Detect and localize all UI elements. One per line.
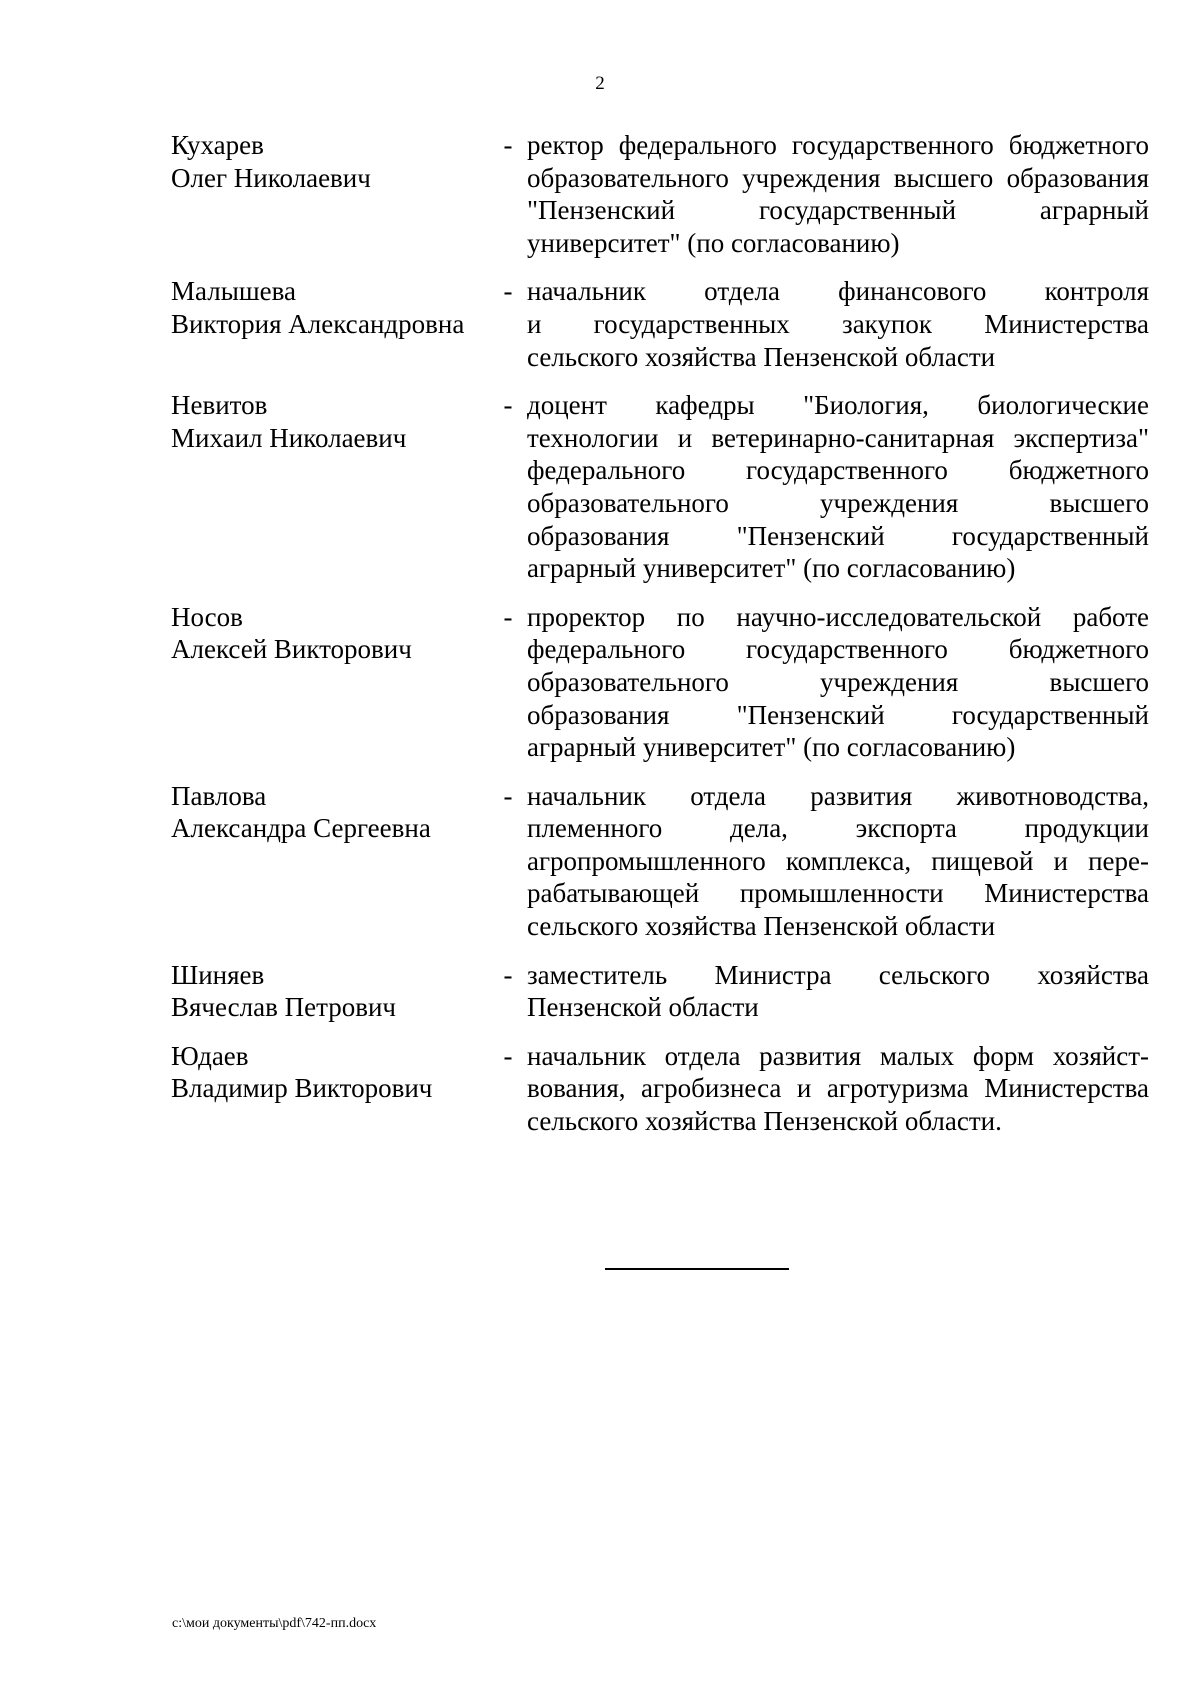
- position-line: сельского хозяйства Пензенской области.: [527, 1106, 1002, 1137]
- member-entry: [171, 601, 1149, 764]
- member-entry: [171, 959, 1149, 1024]
- member-given-names: Михаил Николаевич: [171, 422, 407, 453]
- position-line: образования "Пензенский государственный: [527, 520, 1149, 551]
- position-line: сельского хозяйства Пензенской области: [527, 911, 996, 942]
- commission-members-list: [171, 129, 1149, 1138]
- member-position: [527, 959, 1149, 1024]
- member-given-names: Владимир Викторович: [171, 1073, 433, 1104]
- position-line: аграрный университет" (по согласованию): [527, 732, 1016, 763]
- member-name: [171, 1040, 491, 1105]
- dash-separator: -: [503, 130, 513, 160]
- member-name: [171, 780, 491, 845]
- dash-separator: -: [503, 1040, 513, 1071]
- member-surname: Шиняев: [171, 959, 265, 990]
- member-name: [171, 129, 491, 194]
- member-surname: Кухарев: [171, 130, 264, 160]
- position-line: федерального государственного бюджетного: [527, 634, 1149, 665]
- member-given-names: Вячеслав Петрович: [171, 992, 396, 1023]
- dash-separator: -: [503, 601, 513, 632]
- member-position: [527, 1040, 1149, 1138]
- member-name: [171, 275, 491, 340]
- member-position: [527, 389, 1149, 585]
- member-surname: Носов: [171, 601, 243, 632]
- position-line: "Пензенский государственный аграрный: [527, 195, 1149, 226]
- position-line: доцент кафедры "Биология, биологические: [527, 390, 1149, 421]
- member-position: [527, 601, 1149, 764]
- position-line: рабатывающей промышленности Министерства: [527, 878, 1149, 909]
- position-line: федерального государственного бюджетного: [527, 455, 1149, 486]
- footer-file-path: c:\мои документы\pdf\742-пп.docx: [172, 1616, 377, 1631]
- position-line: начальник отдела развития животноводства,: [527, 780, 1149, 811]
- member-name: [171, 389, 491, 454]
- member-name: [171, 601, 491, 666]
- member-given-names: Александра Сергеевна: [171, 813, 431, 844]
- member-position: [527, 129, 1149, 259]
- member-given-names: Олег Николаевич: [171, 162, 371, 193]
- member-position: [527, 275, 1149, 373]
- dash-separator: -: [503, 276, 513, 307]
- member-given-names: Алексей Викторович: [171, 634, 412, 665]
- member-position: [527, 780, 1149, 943]
- member-name: [171, 959, 491, 1024]
- position-line: проректор по научно-исследовательской работе: [527, 601, 1149, 632]
- member-entry: [171, 275, 1149, 373]
- position-line: Пензенской области: [527, 992, 759, 1023]
- member-given-names: Виктория Александровна: [171, 308, 465, 339]
- dash-separator: -: [503, 780, 513, 811]
- position-line: аграрный университет" (по согласованию): [527, 553, 1016, 584]
- closing-separator-line: [605, 1268, 789, 1270]
- position-line: технологии и ветеринарно-санитарная экспертиза": [527, 422, 1149, 453]
- position-line: образовательного учреждения высшего: [527, 666, 1149, 697]
- position-line: образования "Пензенский государственный: [527, 699, 1149, 730]
- member-surname: Невитов: [171, 390, 268, 421]
- position-line: и государственных закупок Министерства: [527, 308, 1149, 339]
- position-line: заместитель Министра сельского хозяйства: [527, 959, 1149, 990]
- position-line: племенного дела, экспорта продукции: [527, 813, 1149, 844]
- dash-separator: -: [503, 959, 513, 990]
- position-line: сельского хозяйства Пензенской области: [527, 341, 996, 372]
- member-entry: [171, 1040, 1149, 1138]
- dash-separator: -: [503, 390, 513, 421]
- position-line: начальник отдела развития малых форм хозяйст-: [527, 1040, 1149, 1071]
- position-line: агропромышленного комплекса, пищевой и пере-: [527, 845, 1149, 876]
- page-number: 2: [595, 73, 605, 94]
- position-line: начальник отдела финансового контроля: [527, 276, 1149, 307]
- member-surname: Павлова: [171, 780, 267, 811]
- member-entry: [171, 780, 1149, 943]
- position-line: ректор федерального государственного бюджетного: [527, 130, 1149, 160]
- member-entry: [171, 389, 1149, 585]
- position-line: вования, агробизнеса и агротуризма Министерства: [527, 1073, 1149, 1104]
- member-surname: Малышева: [171, 276, 296, 307]
- position-line: образовательного учреждения высшего образования: [527, 162, 1149, 193]
- member-entry: [171, 129, 1149, 259]
- position-line: университет" (по согласованию): [527, 227, 900, 258]
- member-surname: Юдаев: [171, 1040, 249, 1071]
- position-line: образовательного учреждения высшего: [527, 487, 1149, 518]
